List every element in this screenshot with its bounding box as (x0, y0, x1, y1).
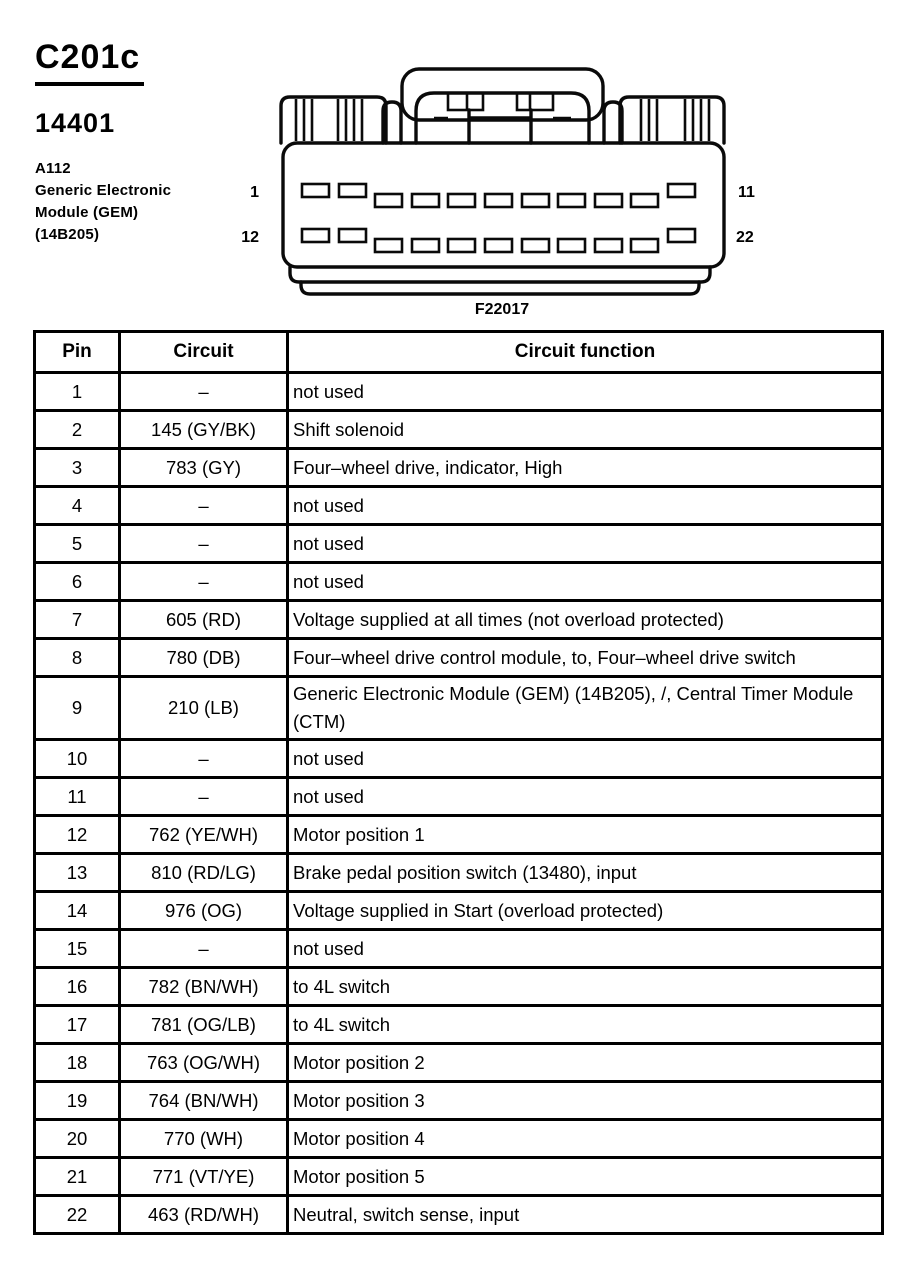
component-line: A112 (35, 160, 71, 177)
table-row (35, 677, 883, 740)
pin-label-11: 11 (738, 184, 755, 201)
circuit-function-cell: Motor position 1 (288, 816, 883, 854)
circuit-cell: 463 (RD/WH) (120, 1196, 288, 1234)
figure-caption: F22017 (474, 301, 530, 318)
pin-cell: 19 (35, 1082, 120, 1120)
table-row (35, 487, 883, 525)
circuit-cell: 770 (WH) (120, 1120, 288, 1158)
table-row (35, 1120, 883, 1158)
pin-cell: 8 (35, 639, 120, 677)
circuit-cell: – (120, 525, 288, 563)
table-row (35, 449, 883, 487)
circuit-function-cell: Motor position 3 (288, 1082, 883, 1120)
table-row (35, 930, 883, 968)
circuit-function-cell: not used (288, 563, 883, 601)
circuit-cell: 976 (OG) (120, 892, 288, 930)
component-line: Generic Electronic (35, 182, 172, 199)
circuit-function-cell: to 4L switch (288, 968, 883, 1006)
circuit-cell: 210 (LB) (120, 677, 288, 740)
body-lip-2 (301, 282, 699, 294)
circuit-cell: 605 (RD) (120, 601, 288, 639)
pin-cell: 4 (35, 487, 120, 525)
circuit-cell: 145 (GY/BK) (120, 411, 288, 449)
pin-cell: 21 (35, 1158, 120, 1196)
circuit-cell: – (120, 778, 288, 816)
pin-label-12: 12 (241, 229, 259, 246)
part-number: 14401 (35, 108, 116, 138)
table-row (35, 892, 883, 930)
circuit-cell: 810 (RD/LG) (120, 854, 288, 892)
pin-label-22: 22 (736, 229, 754, 246)
column-header-circuit: Circuit (120, 332, 288, 373)
pin-cell: 3 (35, 449, 120, 487)
circuit-cell: 783 (GY) (120, 449, 288, 487)
pinout-table (33, 330, 884, 1235)
table-row (35, 854, 883, 892)
pin-slots-row-2 (302, 229, 695, 252)
component-description (35, 158, 171, 246)
latch-stem (469, 110, 531, 143)
circuit-cell: 762 (YE/WH) (120, 816, 288, 854)
table-row (35, 563, 883, 601)
table-row (35, 373, 883, 411)
pin-cell: 12 (35, 816, 120, 854)
pin-cell: 13 (35, 854, 120, 892)
table-row (35, 1196, 883, 1234)
pin-cell: 11 (35, 778, 120, 816)
circuit-function-cell: not used (288, 930, 883, 968)
circuit-function-cell: to 4L switch (288, 1006, 883, 1044)
circuit-cell: 780 (DB) (120, 639, 288, 677)
table-row (35, 1044, 883, 1082)
circuit-function-cell: not used (288, 525, 883, 563)
circuit-function-cell: Brake pedal position switch (13480), input (288, 854, 883, 892)
table-row (35, 525, 883, 563)
circuit-function-cell: Motor position 4 (288, 1120, 883, 1158)
table-row (35, 968, 883, 1006)
circuit-cell: – (120, 487, 288, 525)
pin-slots-row-1 (302, 184, 695, 207)
circuit-cell: 763 (OG/WH) (120, 1044, 288, 1082)
component-line: Module (GEM) (35, 204, 139, 221)
pin-cell: 7 (35, 601, 120, 639)
circuit-function-cell: Motor position 5 (288, 1158, 883, 1196)
circuit-cell: – (120, 740, 288, 778)
connector-diagram (230, 52, 760, 324)
circuit-function-cell: Shift solenoid (288, 411, 883, 449)
table-row (35, 601, 883, 639)
table-row (35, 1082, 883, 1120)
ribs-right (641, 99, 709, 141)
pin-cell: 2 (35, 411, 120, 449)
circuit-function-cell: not used (288, 778, 883, 816)
latch-tab-left (448, 93, 483, 110)
pin-cell: 18 (35, 1044, 120, 1082)
ribs-left (296, 99, 362, 141)
pin-cell: 15 (35, 930, 120, 968)
latch-tab-right (517, 93, 553, 110)
pin-cell: 10 (35, 740, 120, 778)
circuit-function-cell: Voltage supplied at all times (not overload protected) (288, 601, 883, 639)
circuit-function-cell: Neutral, switch sense, input (288, 1196, 883, 1234)
pin-cell: 5 (35, 525, 120, 563)
table-row (35, 816, 883, 854)
circuit-function-cell: Four–wheel drive, indicator, High (288, 449, 883, 487)
pin-cell: 1 (35, 373, 120, 411)
table-header-row (35, 332, 883, 373)
component-line: (14B205) (35, 226, 100, 243)
circuit-cell: 771 (VT/YE) (120, 1158, 288, 1196)
circuit-cell: – (120, 373, 288, 411)
circuit-cell: 764 (BN/WH) (120, 1082, 288, 1120)
circuit-cell: – (120, 563, 288, 601)
circuit-cell: – (120, 930, 288, 968)
table-row (35, 778, 883, 816)
table-row (35, 740, 883, 778)
pin-label-1: 1 (250, 184, 259, 201)
circuit-function-cell: not used (288, 373, 883, 411)
pin-cell: 17 (35, 1006, 120, 1044)
pin-cell: 14 (35, 892, 120, 930)
table-row (35, 411, 883, 449)
circuit-cell: 781 (OG/LB) (120, 1006, 288, 1044)
circuit-cell: 782 (BN/WH) (120, 968, 288, 1006)
pin-cell: 6 (35, 563, 120, 601)
circuit-function-cell: Generic Electronic Module (GEM) (14B205), /, Central Timer Module (CTM) (288, 677, 883, 740)
column-header-pin: Pin (35, 332, 120, 373)
circuit-function-cell: Four–wheel drive control module, to, Four–wheel drive switch (288, 639, 883, 677)
connector-id: C201c (35, 38, 144, 86)
table-row (35, 639, 883, 677)
pin-cell: 9 (35, 677, 120, 740)
circuit-function-cell: Motor position 2 (288, 1044, 883, 1082)
circuit-function-cell: not used (288, 487, 883, 525)
pin-cell: 20 (35, 1120, 120, 1158)
latch-tab-dividers (467, 93, 530, 110)
table-row (35, 1006, 883, 1044)
circuit-function-cell: Voltage supplied in Start (overload protected) (288, 892, 883, 930)
body-lip-1 (290, 267, 710, 282)
pin-cell: 16 (35, 968, 120, 1006)
table-row (35, 1158, 883, 1196)
column-header-circuit-function: Circuit function (288, 332, 883, 373)
pin-cell: 22 (35, 1196, 120, 1234)
circuit-function-cell: not used (288, 740, 883, 778)
connector-drawing-svg (230, 52, 760, 324)
pinout-table-body (35, 373, 883, 1234)
